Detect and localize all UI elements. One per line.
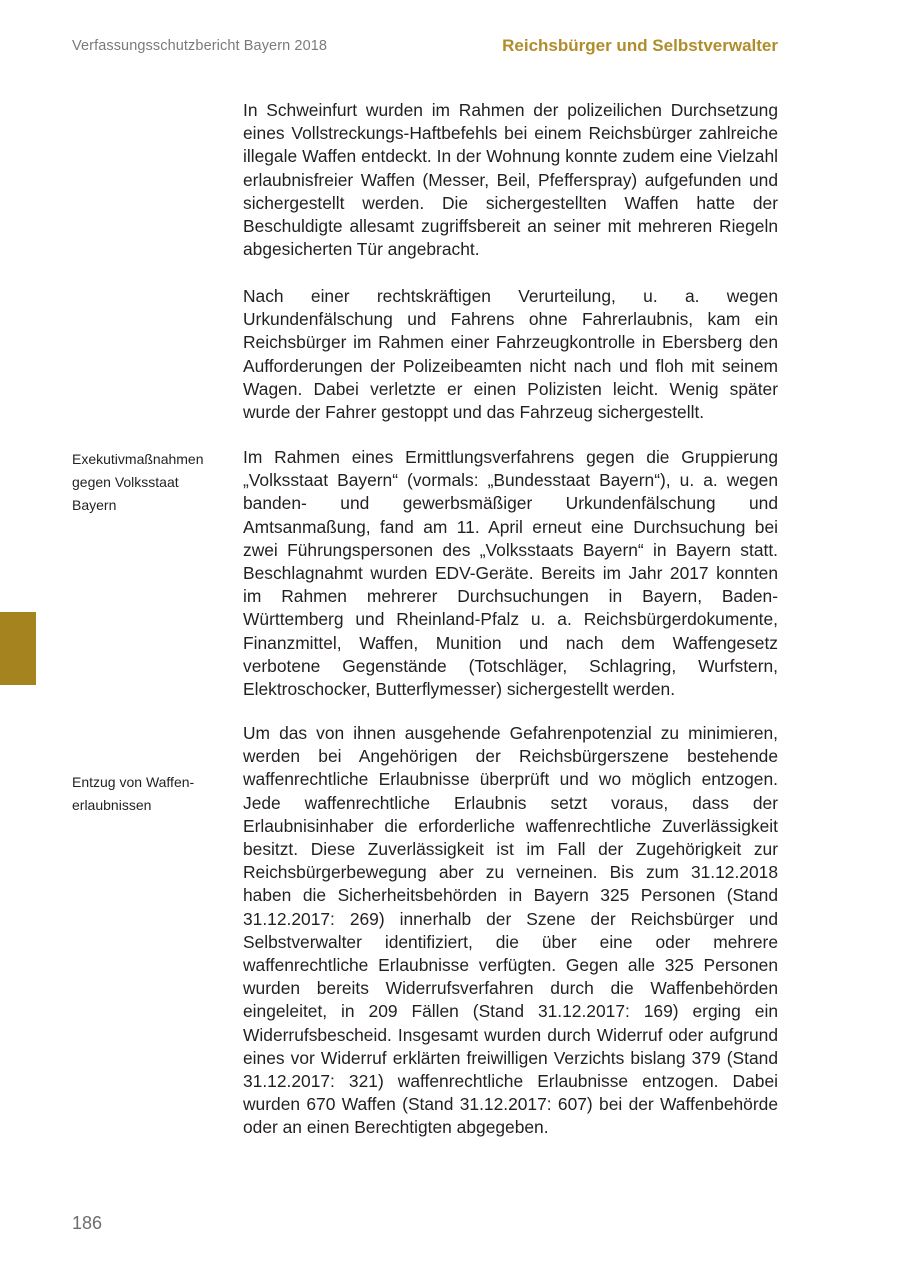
paragraph-4 bbox=[243, 722, 778, 1140]
margin-note-entzug-waffenerlaubnisse: Entzug von Waffen-erlaubnissen bbox=[72, 774, 195, 813]
paragraph-3 bbox=[243, 446, 778, 701]
running-head-report-title: Verfassungsschutzbericht Bayern 2018 bbox=[72, 38, 328, 54]
paragraph-3-text: Im Rahmen eines Ermittlungsverfahrens gegen die Gruppierung „Volksstaat Bayern“ (vormals: „Bundesstaat Bayern“), u. a. wegen banden- und gewerbsmäßiger Urkundenfälschung und Amtsanmaßung, fand am 11. April erneut eine Durchsuchung bei zwei Führungspersonen des „Volksstaats Bayern“ in Bayern statt. Beschlagnahmt wurden EDV-Geräte. Bereits im Jahr 2017 konnten im Rahmen mehrerer Durchsuchungen in Bayern, Baden-Württemberg und Rheinland-Pfalz u. a. Reichsbürgerdokumente, Finanzmittel, Waffen, Munition und nach dem Waffengesetz verbotene Gegenstände (Totschläger, Schlagring, Wurfstern, Elektroschocker, Butterflymesser) sichergestellt werden. bbox=[243, 447, 778, 700]
paragraph-1 bbox=[243, 99, 778, 261]
paragraph-2-text: Nach einer rechtskräftigen Verurteilung, u. a. wegen Urkundenfälschung und Fahrens ohne Fahrerlaubnis, kam ein Reichsbürger im Rahmen einer Fahrzeugkontrolle in Ebersberg den Aufforderungen der Polizeibeamten nicht nach und floh mit seinem Wagen. Dabei verletzte er einen Polizisten leicht. Wenig später wurde der Fahrer gestoppt und das Fahrzeug sichergestellt. bbox=[243, 286, 778, 423]
paragraph-1-text: In Schweinfurt wurden im Rahmen der polizeilichen Durchsetzung eines Vollstreckungs-Haftbefehls bei einem Reichsbürger zahlreiche illegale Waffen entdeckt. In der Wohnung konnte zudem eine Vielzahl erlaubnisfreier Waffen (Messer, Beil, Pfefferspray) aufgefunden und sichergestellt werden. Die sichergestellten Waffen hatte der Beschuldigte allesamt zugriffsbereit an seiner mit mehreren Riegeln abgesicherten Tür angebracht. bbox=[243, 100, 778, 260]
running-head-chapter-title: Reichsbürger und Selbstverwalter bbox=[502, 36, 778, 55]
paragraph-2 bbox=[243, 285, 778, 424]
chapter-side-tab bbox=[0, 612, 36, 685]
margin-note-exekutivmassnahmen: Exekutivmaßnahmen gegen Volksstaat Bayern bbox=[72, 451, 204, 513]
page-number: 186 bbox=[72, 1213, 103, 1233]
paragraph-4-text: Um das von ihnen ausgehende Gefahrenpotenzial zu minimieren, werden bei Angehörigen der Reichsbürgerszene bestehende waffenrechtliche Erlaubnisse überprüft und wo möglich entzogen. Jede waffenrechtliche Erlaubnis setzt voraus, dass der Erlaubnisinhaber die erforderliche waffenrechtliche Zuverlässigkeit besitzt. Diese Zuverlässigkeit ist im Fall der Zugehörigkeit zur Reichsbürgerbewegung aber zu verneinen. Bis zum 31.12.2018 haben die Sicherheitsbehörden in Bayern 325 Personen (Stand 31.12.2017: 269) innerhalb der Szene der Reichsbürger und Selbstverwalter identifiziert, die über eine oder mehrere waffenrechtliche Erlaubnisse verfügten. Gegen alle 325 Personen wurden bereits Widerrufsverfahren durch die Waffenbehörden eingeleitet, in 209 Fällen (Stand 31.12.2017: 169) erging ein Widerrufsbescheid. Insgesamt wurden durch Widerruf oder aufgrund eines vor Widerruf erklärten freiwilligen Verzichts bislang 379 (Stand 31.12.2017: 321) waffenrechtliche Erlaubnisse entzogen. Dabei wurden 670 Waffen (Stand 31.12.2017: 607) bei der Waffenbehörde oder an einen Berechtigten abgegeben. bbox=[243, 723, 778, 1138]
